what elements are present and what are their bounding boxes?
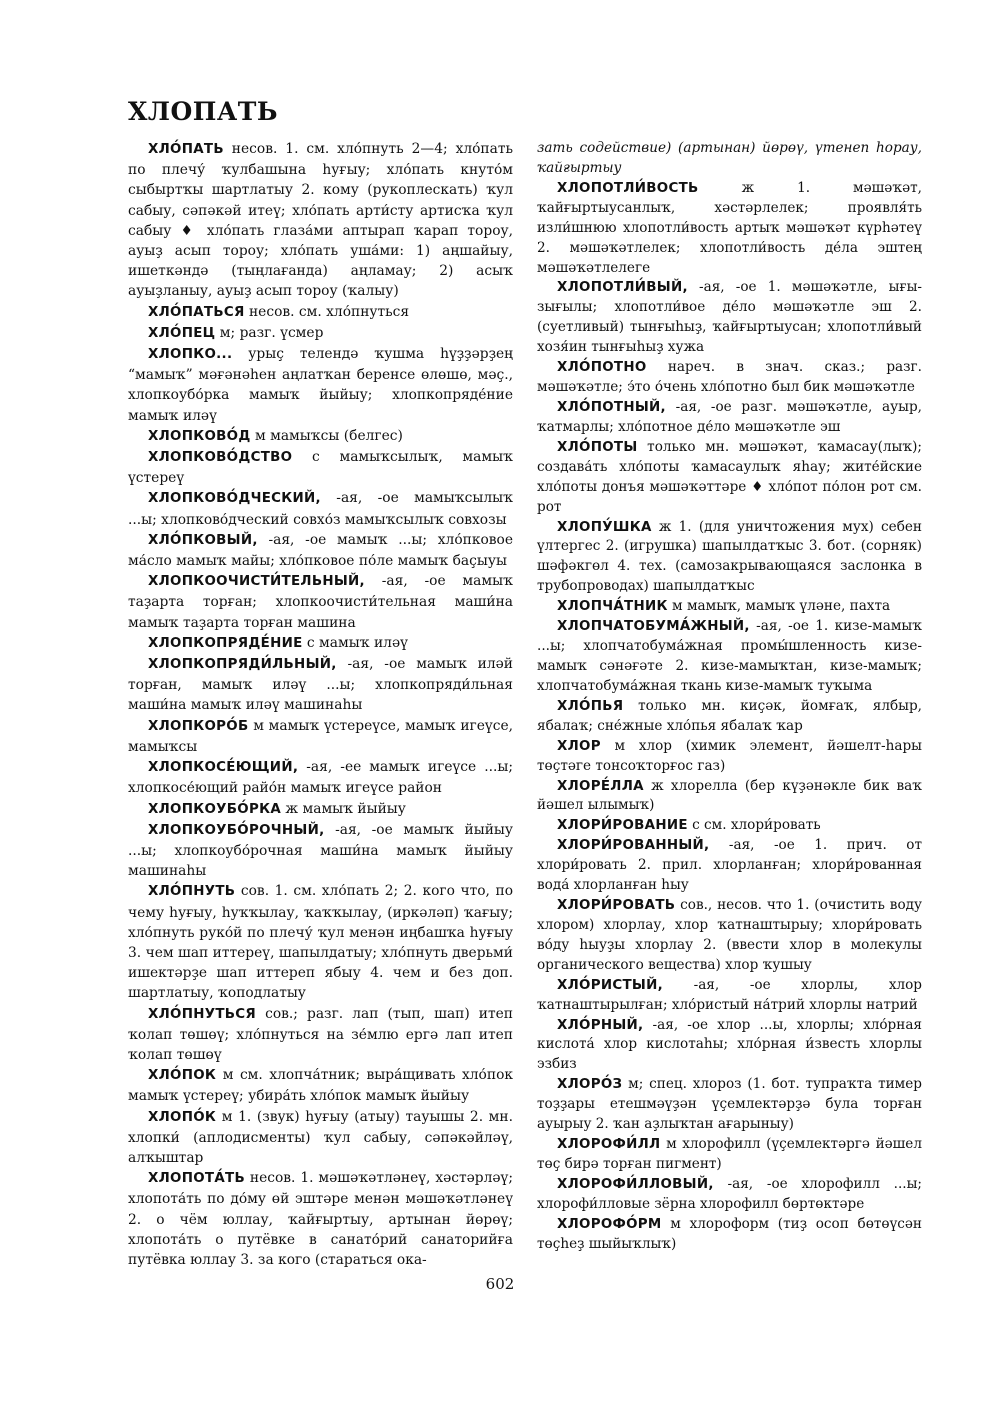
dictionary-entry	[128, 820, 513, 882]
entry-headword: ХЛО́РНЫЙ,	[557, 1017, 644, 1033]
entry-headword: ХЛО́ПОТНО	[557, 360, 647, 376]
entry-definition: ж хлорелла (бер күҙәнәкле бик ваҡ йәшел ылымыҡ)	[537, 777, 922, 814]
entry-headword: ХЛОПЧАТОБУМА́ЖНЫЙ,	[557, 619, 750, 635]
dictionary-entry	[537, 836, 922, 896]
entry-headword: ХЛОПКОВО́ДСТВО	[148, 450, 293, 466]
entry-headword: ХЛОРО́З	[557, 1077, 623, 1093]
entry-definition: сов., несов. что 1. (очистить воду хлором) хлорлау, хлор ҡатнаштырыу; хлори́ровать во́ду һыуҙы хлорлау 2. (ввести хлор в молекулы органического вещества) хлор ҡушыу	[537, 897, 922, 973]
entry-definition: с мамыҡсылыҡ, мамыҡ үстереү	[128, 449, 513, 487]
dictionary-entry	[128, 1065, 513, 1106]
dictionary-entry	[537, 438, 922, 518]
entry-headword: ХЛОРОФО́РМ	[557, 1216, 662, 1232]
entry-definition: только мн. киҫәк, йомғаҡ, ялбыр, ябалаҡ; сне́жные хло́пья ябалаҡ ҡар	[537, 697, 922, 734]
dictionary-entry	[128, 1168, 513, 1270]
dictionary-entry	[128, 757, 513, 798]
entry-headword: ХЛОРЕ́ЛЛА	[557, 778, 644, 794]
entry-definition: -ая, -ое хлор ...ы, хлорлы; хло́рная кислота́ хлор кислотаһы; хло́рная и́звесть хлорлы эзбиз	[537, 1016, 922, 1073]
entry-definition: -ая, -ое мамыҡ ...ы; хло́пковое ма́сло мамыҡ майы; хло́пковое по́ле мамыҡ баҫыуы	[128, 531, 513, 570]
dictionary-entry	[128, 654, 513, 716]
entry-headword: ХЛО́ПАТЬСЯ	[148, 304, 245, 320]
dictionary-entry	[537, 358, 922, 398]
entry-definition: м см. хлопча́тник; выра́щивать хло́пок мамыҡ үстереү; убира́ть хло́пок мамыҡ йыйыу	[128, 1067, 513, 1105]
entry-headword: ХЛОПОТЛИ́ВЫЙ,	[557, 280, 688, 296]
dictionary-entry	[537, 617, 922, 697]
dictionary-entry	[128, 344, 513, 426]
dictionary-entry	[537, 597, 922, 617]
dictionary-entry	[128, 323, 513, 344]
entry-headword: ХЛО́ПОТЫ	[557, 439, 638, 455]
dictionary-entry	[537, 896, 922, 976]
dictionary-entry	[128, 488, 513, 529]
entry-definition: м хлор (химик элемент, йәшелт-һары төҫтәге тонсоҡторғос газ)	[537, 737, 922, 774]
entry-headword: ХЛО́ПОТНЫЙ,	[557, 399, 666, 415]
entry-headword: ХЛОПКОВО́ДЧЕСКИЙ,	[148, 491, 321, 507]
entry-definition: -ая, -ое хлорофилл ...ы; хлорофи́лловые зёрна хлорофилл бөртөктәре	[537, 1175, 922, 1212]
entry-definition: -ая, -ое мамыҡ таҙарта торған; хлопкоочисти́тельная маши́на мамыҡ таҙарта торған машина	[128, 573, 513, 631]
entry-definition: м мамыҡсы (белгес)	[254, 427, 403, 444]
page-number: 602	[485, 1275, 515, 1293]
entry-definition: м; разг. үсмер	[219, 324, 324, 341]
entry-headword: ХЛОРОФИ́ЛЛОВЫЙ,	[557, 1176, 714, 1192]
dictionary-entry	[537, 737, 922, 777]
dictionary-entry	[128, 633, 513, 654]
entry-headword: ХЛОРИ́РОВАННЫЙ,	[557, 838, 710, 854]
entry-definition: -ая, -ое мамыҡ йыйыу ...ы; хлопкоубо́рочная маши́на мамыҡ йыйыу машинаһы	[128, 821, 513, 880]
entry-headword: ХЛО́ПАТЬ	[148, 142, 224, 157]
dictionary-entry	[537, 179, 922, 279]
entry-definition: несов. см. хло́пнуться	[248, 303, 410, 320]
entry-headword: ХЛОР	[557, 738, 601, 754]
entry-headword: ХЛО́ПНУТЬСЯ	[148, 1006, 257, 1022]
dictionary-entry	[537, 976, 922, 1016]
entry-headword: ХЛО́РИСТЫЙ,	[557, 977, 663, 993]
entry-definition: м; спец. хлороз (1. бот. тупраҡта тимер тоҙҙары етешмәүҙән үҫемлектәрҙә була торған ауырыу 2. ҡан аҙлыҡтан ағарыныу)	[537, 1076, 922, 1133]
entry-definition: с мамыҡ иләү	[306, 634, 408, 651]
entry-headword: ХЛО́ПКОВЫЙ,	[148, 532, 258, 548]
entry-definition: -ая, -ое хлорлы, хлор ҡатнаштырылған; хло́ристый на́трий хлорлы натрий	[537, 976, 923, 1013]
entry-headword: ХЛО́ПНУТЬ	[148, 884, 236, 900]
dictionary-entry	[537, 1075, 922, 1135]
entry-headword: ХЛОПКОУБО́РКА	[148, 801, 282, 817]
entry-definition: сов. 1. см. хло́пать 2; 2. кого что, по чему һуғыу, һуҡҡылау, ҡаҡҡылау, (иркәләп) ҡағыу; хло́пнуть руко́й по плечу́ ҡул менән иңбашҡа һуғыу 3. чем шап иттереү, шапылдатыу; хло́пнуть дверьми́ ишектәрҙе шап иттереп ябыу 4. чем и без доп. шартлатыу, ҡоподлатыу	[128, 883, 514, 1002]
dictionary-entry	[128, 302, 513, 323]
entry-headword: ХЛОПКОРО́Б	[148, 718, 249, 734]
dictionary-entry	[537, 1175, 922, 1215]
entry-definition: -ая, -ое 1. кизе-мамыҡ ...ы; хлопчатобума́жная промы́шленность кизе-мамыҡ сәнәғәте 2. кизе-мамыҡтан, кизе-мамыҡ; хлопчатобума́жная ткань кизе-мамыҡ туҡыма	[537, 618, 922, 694]
entry-headword: ХЛОРИ́РОВАТЬ	[557, 898, 676, 914]
right-column	[537, 139, 922, 1255]
dictionary-entry	[537, 1215, 922, 1255]
entry-definition: сов.; разг. лап (тып, шап) итеп ҡолап төшөү; хло́пнуться на зе́млю ергә лап итеп ҡолап төшөү	[128, 1005, 513, 1063]
entry-definition: м хлороформ (тиҙ осоп бөтөүсән төҫһеҙ шыйыҡлыҡ)	[537, 1215, 922, 1252]
dictionary-entry	[537, 518, 922, 598]
dictionary-entry	[537, 278, 922, 358]
entry-definition: с см. хлори́ровать	[692, 817, 821, 834]
entry-headword: ХЛОПОТЛИ́ВОСТЬ	[557, 180, 699, 196]
entry-definition: -ая, -ое мамыҡ иләй торған, мамыҡ иләү ...ы; хлопкопряди́льная маши́на мамыҡ иләү машинаһы	[128, 656, 513, 714]
entry-headword: ХЛОПКО...	[148, 347, 233, 363]
dictionary-entry	[128, 139, 513, 302]
entry-definition: -ая, -ое 1. прич. от хлори́ровать 2. прил. хлорланған; хлори́рованная вода́ хлорланған һыу	[537, 837, 922, 894]
entry-definition: -ая, -ое мамыҡсылыҡ ...ы; хлопково́дческий совхо́з мамыҡсылыҡ совхозы	[128, 490, 513, 528]
entry-headword: ХЛОПКОВО́Д	[148, 428, 251, 444]
entry-headword: ХЛОПКОСЕ́ЮЩИЙ,	[148, 760, 299, 776]
entry-headword: ХЛО́ПОК	[148, 1068, 217, 1084]
dictionary-entry	[128, 1004, 513, 1066]
entry-definition: ж 1. (для уничтожения мух) себен үлтергес 2. (игрушка) шапылдатҡыс 3. бот. (сорняк) шәфәкгөл 4. тех. (самозакрывающаяся заслонка в трубопроводах) шапылдатҡыс	[537, 518, 922, 595]
entry-definition: -ая, -ее мамыҡ игеүсе ...ы; хлопкосе́ющий райо́н мамыҡ игеүсе район	[128, 759, 513, 797]
dictionary-entry	[537, 1135, 922, 1175]
entry-headword: ХЛОПЧА́ТНИК	[557, 599, 668, 615]
entry-headword: ХЛОРИ́РОВАНИЕ	[557, 818, 688, 834]
entry-definition: ж 1. мәшәҡәт, ҡайғыртыусанлыҡ, хәстәрлелек; проявля́ть изли́шнюю хлопотли́вость артыҡ мәшәҡәт күрһәтеү 2. мәшәҡәтлелек; хлопотли́вость де́ла эштең мәшәҡәтлелеге	[537, 179, 922, 276]
continued-entry-text: зать содействие) (артынан) йөрөү, үтенеп һорау, ҡайғыртыу	[537, 140, 922, 176]
dictionary-entry	[537, 777, 922, 817]
entry-headword: ХЛОПОТА́ТЬ	[148, 1171, 245, 1187]
entry-headword: ХЛОПКОПРЯДИ́ЛЬНЫЙ,	[148, 657, 337, 673]
entry-headword: ХЛОПО́К	[148, 1109, 217, 1125]
entry-definition: м мамыҡ үстереүсе, мамыҡ игеүсе, мамыҡсы	[128, 717, 513, 755]
dictionary-entry	[537, 398, 922, 438]
dictionary-entry	[537, 816, 922, 836]
entry-definition: ж мамыҡ йыйыу	[285, 800, 406, 817]
entry-definition: м 1. (звук) һуғыу (атыу) тауышы 2. мн. хлопки́ (аплодисменты) ҡул сабыу, сәпәкәйләү, алҡыштар	[128, 1108, 513, 1166]
entry-definition: м мамыҡ, мамыҡ үләне, пахта	[672, 598, 891, 615]
entry-definition: несов. 1. см. хло́пнуть 2—4; хло́пать по плечу́ ҡулбашына һуғыу; хло́пать кнуто́м сыбыртҡы шартлатыу 2. кому (рукоплескать) ҡул сабыу, сәпәкәй итеү; хло́пать арти́сту артисҡа ҡул сабыу ♦ хло́пать глаза́ми аптырап ҡарап тороу, ауыҙ асып тороу; хло́пать уша́ми: 1) аңшайыу, ишеткәндә (тыңлағанда) аңламау; 2) асыҡ ауыҙланыу, ауыҙ асып тороу (ҡалыу)	[128, 141, 513, 300]
dictionary-entry	[537, 1016, 922, 1076]
entry-definition: нареч. в знач. сказ.; разг. мәшәҡәтле; э́то о́чень хло́потно был бик мәшәҡәтле	[537, 359, 922, 396]
entry-headword: ХЛОПУ́ШКА	[557, 519, 652, 535]
entry-headword: ХЛОПКОУБО́РОЧНЫЙ,	[148, 822, 325, 838]
dictionary-entry	[128, 799, 513, 820]
dictionary-entry	[128, 881, 513, 1003]
entry-definition: несов. 1. мәшәҡәтләнеү, хәстәрләү; хлопота́ть по до́му өй эштәре менән мәшәҡәтләнеү 2. о чём юллау, ҡайғыртыу, артынан йөрөү; хлопота́ть о путёвке в санато́рий санаторийға путёвка юллау 3. за кого (стараться ока-	[128, 1170, 513, 1268]
dictionary-entry	[537, 697, 922, 737]
entry-definition: урыҫ телендә ҡушма һүҙҙәрҙең “мамыҡ” мәғәнәһен аңлатҡан беренсе өлөшө, мәҫ., хлопкоубо́рка мамыҡ йыйыу; хлопкопряде́ние мамыҡ иләү	[128, 346, 513, 424]
entry-definition: -ая, -ое разг. мәшәҡәтле, ауыр, ҡатмарлы; хло́потное де́ло мәшәҡәтле эш	[537, 398, 922, 435]
left-column	[128, 139, 513, 1270]
dictionary-entry	[128, 530, 513, 571]
entry-headword: ХЛОПКООЧИСТИ́ТЕЛЬНЫЙ,	[148, 574, 365, 590]
dictionary-entry	[128, 571, 513, 633]
entry-definition: только мн. мәшәҡәт, ҡамасау(лыҡ); создава́ть хло́поты ҡамасаулыҡ яһау; жите́йские хло́поты донъя мәшәҡәттәре ♦ хло́пот по́лон рот см. рот	[537, 438, 922, 515]
entry-headword: ХЛО́ПЕЦ	[148, 325, 216, 341]
entry-headword: ХЛОПКОПРЯДЕ́НИЕ	[148, 635, 303, 651]
entry-definition: м хлорофилл (үҫемлектәргә йәшел төҫ бирә торған пигмент)	[537, 1136, 922, 1173]
entry-definition: -ая, -ое 1. мәшәҡәтле, ығы-зығылы; хлопотли́вое де́ло мәшәҡәтле эш 2. (суетливый) тынғыһыҙ, ҡайғыртыусан; хлопотли́вый хозя́ин тынғыһыҙ хужа	[537, 279, 922, 356]
running-head: ХЛОПАТЬ	[128, 97, 278, 126]
entry-headword: ХЛОРОФИ́ЛЛ	[557, 1137, 661, 1153]
dictionary-entry	[128, 716, 513, 757]
dictionary-entry	[128, 426, 513, 447]
entry-headword: ХЛО́ПЬЯ	[557, 698, 624, 714]
dictionary-entry	[128, 447, 513, 488]
dictionary-entry	[128, 1107, 513, 1169]
